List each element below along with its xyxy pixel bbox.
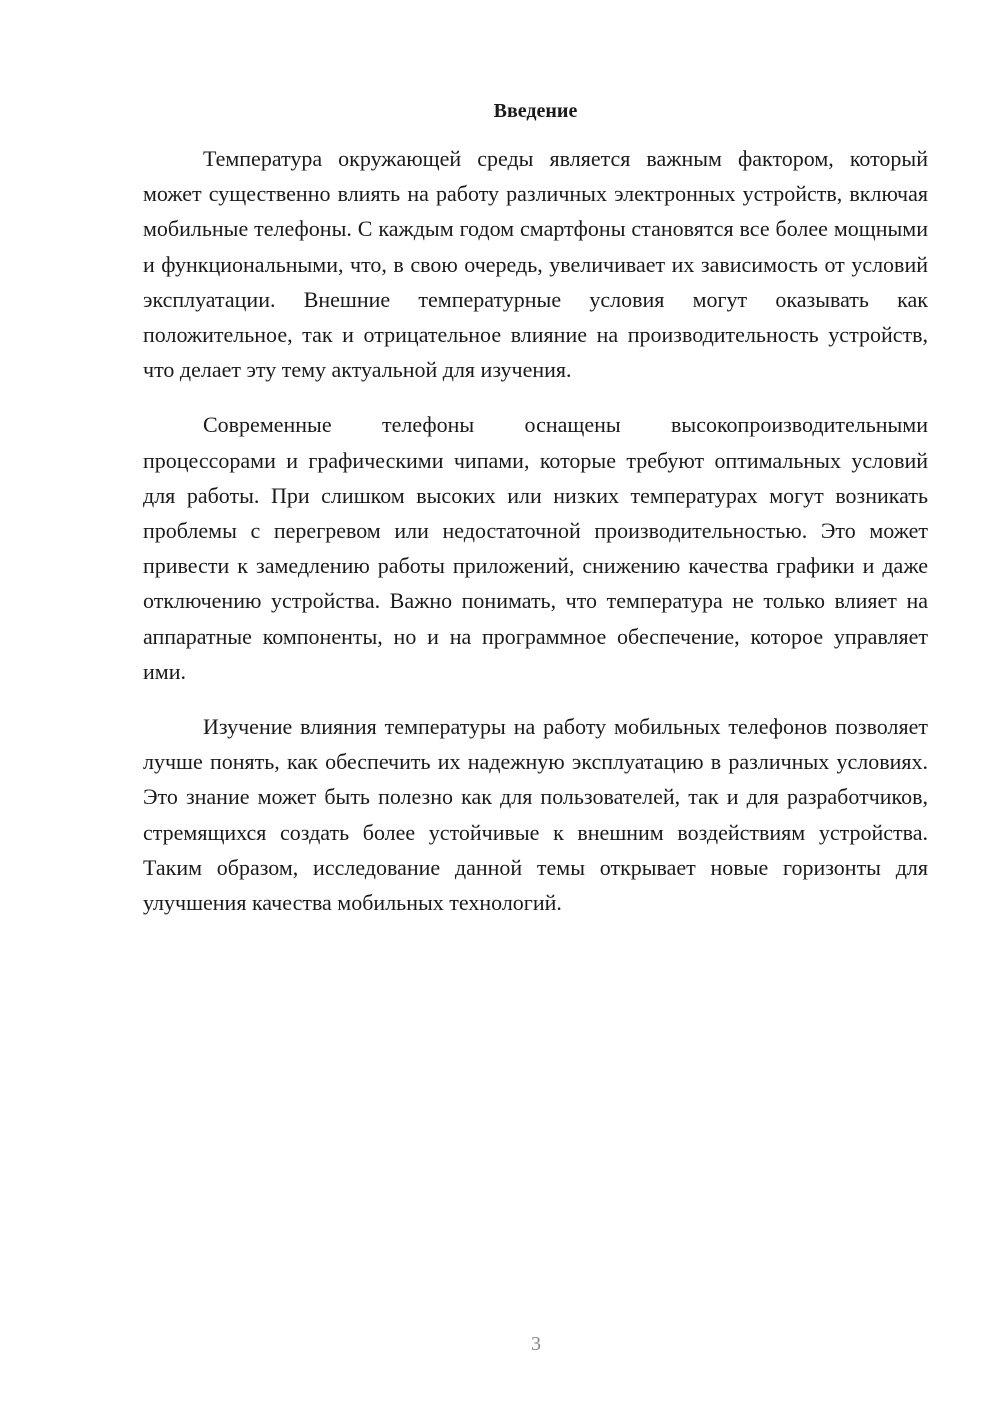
paragraph-3: Изучение влияния температуры на работу мобильных телефонов позволяет лучше понять, как обеспечить их надежную эксплуатацию в различных условиях. Это знание может быть полезно как для пользователей, так и для разработчиков, стремящихся создать более устойчивые к внешним воздействиям устройства. Таким образом, исследование данной темы открывает новые горизонты для улучшения качества мобильных технологий. xyxy=(143,714,928,916)
paragraph-2: Современные телефоны оснащены высокопроизводительными процессорами и графическими чипами, которые требуют оптимальных условий для работы. При слишком высоких или низких температурах могут возникать проблемы с перегревом или недостаточной производительностью. Это может привести к замедлению работы приложений, снижению качества графики и даже отключению устройства. Важно понимать, что температура не только влияет на аппаратные компоненты, но и на программное обеспечение, которое управляет ими. xyxy=(143,412,928,684)
paragraph-1: Температура окружающей среды является важным фактором, который может существенно влиять на работу различных электронных устройств, включая мобильные телефоны. С каждым годом смартфоны становятся все более мощными и функциональными, что, в свою очередь, увеличивает их зависимость от условий эксплуатации. Внешние температурные условия могут оказывать как положительное, так и отрицательное влияние на производительность устройств, что делает эту тему актуальной для изучения. xyxy=(143,146,928,383)
page-content xyxy=(143,95,928,940)
page-number: 3 xyxy=(531,1333,541,1355)
page-title: Введение xyxy=(493,100,578,122)
